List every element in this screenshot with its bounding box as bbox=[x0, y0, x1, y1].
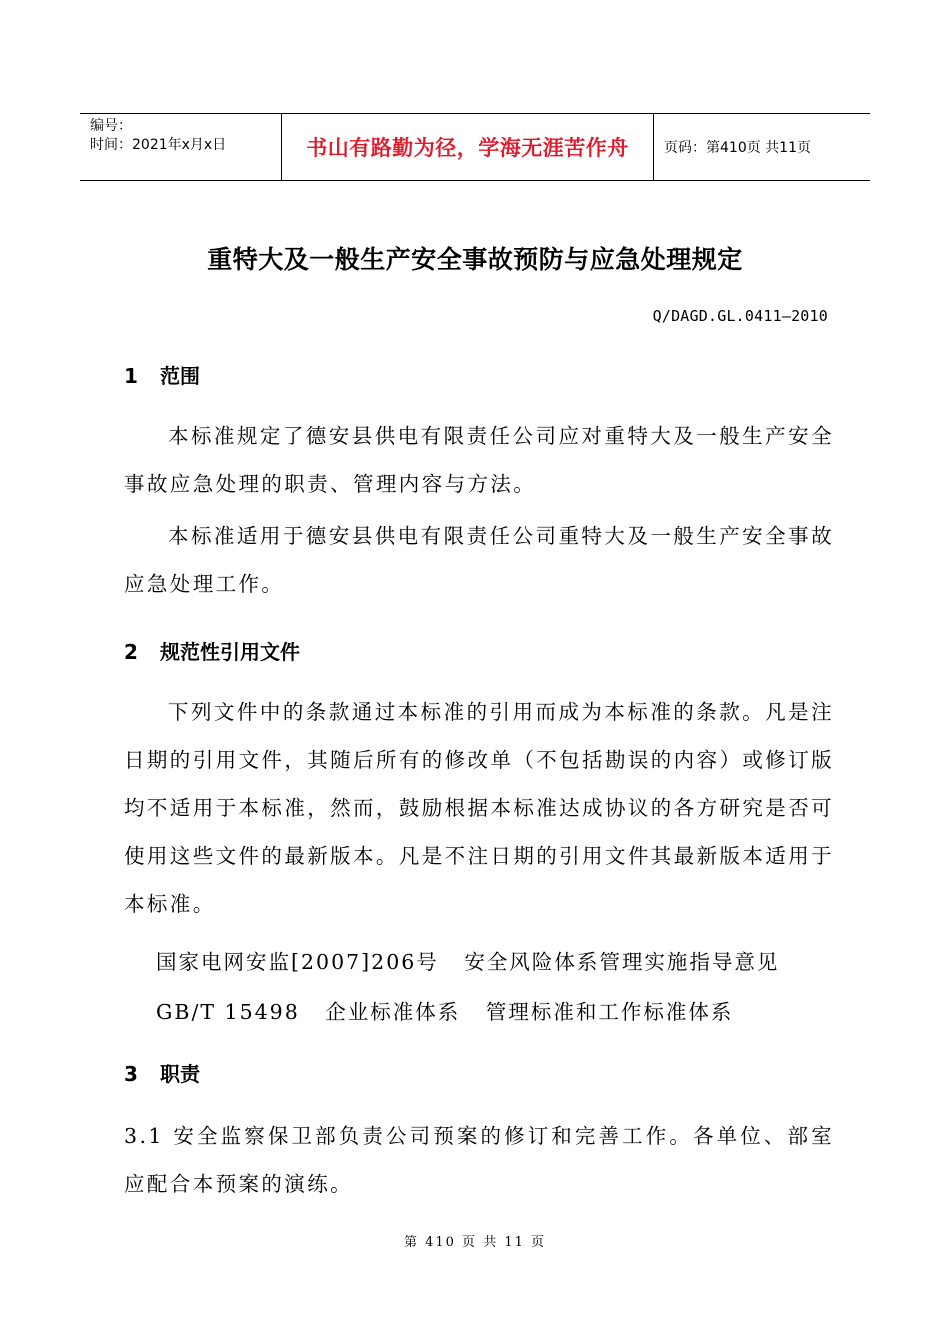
motto-cell bbox=[282, 114, 654, 180]
section-heading-duties bbox=[124, 1058, 200, 1087]
time-label: 时间：2021年x月x日 bbox=[90, 137, 227, 153]
document-title: 重特大及一般生产安全事故预防与应急处理规定 bbox=[207, 245, 743, 274]
page-info: 页码：第410页 共11页 bbox=[664, 140, 811, 156]
page-info-cell bbox=[654, 114, 870, 180]
reference-item: GB/T 15498 企业标准体系 管理标准和工作标准体系 bbox=[156, 1000, 734, 1024]
section-number: 3 bbox=[124, 1062, 138, 1086]
paragraph-references-intro: 下列文件中的条款通过本标准的引用而成为本标准的条款。凡是注日期的引用文件，其随后所有的修改单（不包括勘误的内容）或修订版均不适用于本标准，然而，鼓励根据本标准达成协议的各方研究是否可使用这些文件的最新版本。凡是不注日期的引用文件其最新版本适用于本标准。 bbox=[124, 700, 834, 916]
motto-text: 书山有路勤为径，学海无涯苦作舟 bbox=[306, 136, 629, 160]
section-title: 范围 bbox=[160, 364, 200, 388]
section-heading-references bbox=[124, 636, 300, 665]
paragraph-duty-3-1: 3.1 安全监察保卫部负责公司预案的修订和完善工作。各单位、部室应配合本预案的演练。 bbox=[124, 1124, 834, 1196]
section-heading-scope bbox=[124, 360, 200, 389]
section-number: 2 bbox=[124, 640, 138, 664]
section-title: 职责 bbox=[160, 1062, 200, 1086]
page-footer: 第 410 页 共 11 页 bbox=[403, 1235, 547, 1250]
document-code: Q/DAGD.GL.0411—2010 bbox=[652, 307, 828, 325]
paragraph-scope-2: 本标准适用于德安县供电有限责任公司重特大及一般生产安全事故应急处理工作。 bbox=[124, 524, 834, 596]
section-number: 1 bbox=[124, 364, 138, 388]
number-label: 编号： bbox=[90, 118, 132, 134]
header-meta-cell bbox=[80, 114, 282, 180]
reference-item: 国家电网安监[2007]206号 安全风险体系管理实施指导意见 bbox=[156, 950, 780, 974]
section-title: 规范性引用文件 bbox=[160, 640, 300, 664]
header-table bbox=[80, 113, 870, 181]
paragraph-scope-1: 本标准规定了德安县供电有限责任公司应对重特大及一般生产安全事故应急处理的职责、管理内容与方法。 bbox=[124, 424, 834, 496]
